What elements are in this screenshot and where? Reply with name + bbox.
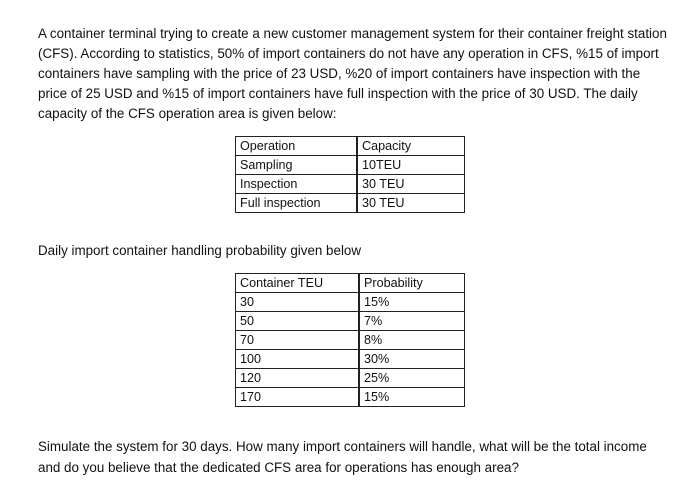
teu-cell: 100 [236,350,360,369]
operation-cell: Full inspection [236,194,358,213]
teu-cell: 30 [236,293,360,312]
table-row [236,312,465,331]
table-row [236,194,465,213]
probability-cell: 25% [359,369,465,388]
teu-cell: 170 [236,388,360,407]
table-row [236,175,465,194]
probability-table [235,273,465,407]
teu-cell: 50 [236,312,360,331]
header-probability: Probability [359,274,465,293]
header-operation: Operation [236,137,358,156]
teu-cell: 70 [236,331,360,350]
problem-intro: A container terminal trying to create a new customer management system for their container freight station (CFS). According to statistics, 50% of import containers do not have any operation in CFS, %15 of import containers have sampling with the price of 23 USD, %20 of import containers have inspection with the price of 25 USD and %15 of import containers have full inspection with the price of 30 USD. The daily capacity of the CFS operation area is given below: [38,26,667,121]
table-row [236,388,465,407]
teu-cell: 120 [236,369,360,388]
probability-cell: 15% [359,388,465,407]
table-row [236,350,465,369]
problem-question: Simulate the system for 30 days. How many import containers will handle, what will be the total income and do you believe that the dedicated CFS area for operations has enough area? [38,439,647,475]
table-row [236,331,465,350]
table-header-row [236,137,465,156]
header-capacity: Capacity [357,137,465,156]
probability-cell: 15% [359,293,465,312]
header-container-teu: Container TEU [236,274,360,293]
probability-caption: Daily import container handling probability given below [38,243,362,258]
table-row [236,293,465,312]
probability-cell: 30% [359,350,465,369]
table-header-row [236,274,465,293]
probability-cell: 7% [359,312,465,331]
capacity-cell: 30 TEU [357,194,465,213]
table-row [236,369,465,388]
table-row [236,156,465,175]
capacity-cell: 30 TEU [357,175,465,194]
capacity-cell: 10TEU [357,156,465,175]
operation-cell: Sampling [236,156,358,175]
probability-cell: 8% [359,331,465,350]
operation-cell: Inspection [236,175,358,194]
capacity-table [235,136,465,213]
